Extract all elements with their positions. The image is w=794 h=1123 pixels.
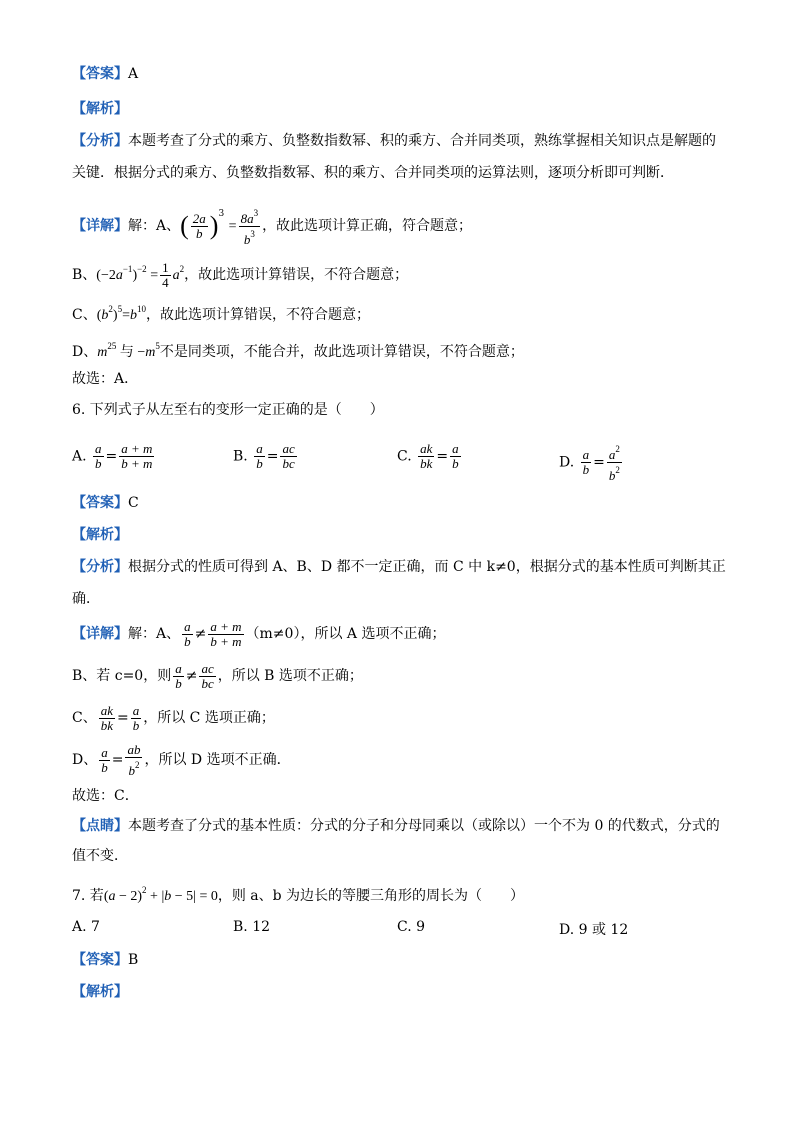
q6-conclusion — [72, 786, 139, 806]
option-text: D. 9 或 12 — [559, 922, 629, 938]
q7-option-d — [559, 919, 628, 939]
detail-text: 不是同类项，不能合并，故此选项计算错误，不符合题意； — [159, 344, 524, 360]
fenxi-tag: 【分析】 — [72, 559, 128, 575]
question-stem: 6. 下列式子从左至右的变形一定正确的是（ ） — [72, 402, 384, 418]
formula-7: $(a - 2)^2 + |b - 5| = 0$ — [103, 885, 218, 904]
answer-value: B — [128, 952, 139, 968]
q7-stem — [72, 880, 524, 907]
q5-detail-c — [72, 299, 370, 326]
dianjing-text: 值不变． — [72, 848, 128, 864]
q6-option-d: D. $\frac{a}{b}$ = $\frac{a^2}{b^2}$ — [559, 444, 620, 483]
option-text: C. 9 — [397, 919, 426, 935]
q5-fenxi-line2 — [72, 163, 674, 183]
detail-prefix: C、 — [72, 307, 97, 323]
stem-suffix: ，则 a、b 为边长的等腰三角形的周长为（ ） — [217, 888, 525, 904]
detail-text: （m≠0），所以 A 选项不正确； — [245, 626, 446, 642]
detail-prefix: C、 — [72, 710, 97, 726]
q7-answer-line — [72, 950, 138, 970]
q6-fenxi-line1 — [72, 557, 726, 577]
formula-6c: $\frac{ak}{bk}$ = $\frac{a}{b}$ — [100, 702, 140, 733]
q6-fenxi-line2 — [72, 589, 100, 609]
formula-6a: $\frac{a}{b}$ ≠ $\frac{a + m}{b + m}$ — [184, 618, 242, 649]
q5-analysis-tag-line — [72, 99, 128, 119]
answer-tag: 【答案】 — [72, 952, 128, 968]
fenxi-tag: 【分析】 — [72, 133, 128, 149]
answer-value: C — [128, 495, 139, 511]
q5-conclusion — [72, 369, 138, 389]
detail-tag: 【详解】 — [72, 626, 128, 642]
stem-prefix: 7. 若 — [72, 888, 104, 904]
formula-5d: $m^{25}$ 与 $-m^5$ — [97, 341, 160, 360]
q5-detail-d — [72, 336, 524, 363]
detail-text: ，故此选项计算正确，符合题意； — [262, 218, 473, 234]
detail-text: ，故此选项计算错误，不符合题意； — [145, 307, 370, 323]
detail-text: ，所以 B 选项不正确； — [217, 668, 363, 684]
q7-option-a — [72, 919, 100, 935]
answer-value: A — [128, 66, 139, 82]
detail-text: ，故此选项计算错误，不符合题意； — [184, 267, 409, 283]
analysis-tag: 【解析】 — [72, 527, 128, 543]
formula-5a: ( $\frac{2a}{b}$ )$^3$ = $\frac{8a^3}{b^3}$ — [180, 207, 259, 247]
fenxi-text: 本题考查了分式的乘方、负整数指数幂、积的乘方、合并同类项，熟练掌握相关知识点是解题的 — [128, 133, 716, 149]
fenxi-text: 关键．根据分式的乘方、负整数指数幂、积的乘方、合并同类项的运算法则，逐项分析即可判断． — [72, 165, 674, 181]
detail-prefix: 解：A、 — [128, 218, 181, 234]
q6-option-a: A. $\frac{a}{b}$ = $\frac{a + m}{b + m}$ — [72, 441, 153, 471]
detail-text: ，所以 D 选项不正确． — [144, 752, 291, 768]
q5-answer-line — [72, 64, 138, 84]
q5-detail-a — [72, 196, 472, 247]
option-label: D. — [559, 454, 575, 471]
dianjing-tag: 【点睛】 — [72, 818, 128, 834]
option-text: A. 7 — [72, 919, 100, 935]
q6-answer-line — [72, 493, 139, 513]
q6-option-b: B. $\frac{a}{b}$ = $\frac{ac}{bc}$ — [233, 441, 295, 471]
q6-option-c: C. $\frac{ak}{bk}$ = $\frac{a}{b}$ — [397, 441, 459, 471]
q6-detail-c — [72, 700, 275, 736]
fenxi-text: 根据分式的性质可得到 A、B、D 都不一定正确，而 C 中 k≠0，根据分式的基本性质可判断其正 — [128, 559, 726, 575]
detail-tag: 【详解】 — [72, 218, 128, 234]
conclusion-text: 故选：C． — [72, 788, 139, 804]
formula-6b: $\frac{a}{b}$ ≠ $\frac{ac}{bc}$ — [175, 660, 214, 691]
answer-tag: 【答案】 — [72, 495, 128, 511]
dianjing-text: 本题考查了分式的基本性质：分式的分子和分母同乘以（或除以）一个不为 0 的代数式，分式的 — [128, 818, 720, 834]
analysis-tag: 【解析】 — [72, 984, 128, 1000]
option-label: B. — [233, 448, 248, 465]
option-label: C. — [397, 448, 412, 465]
q6-dianjing-line1 — [72, 816, 720, 836]
q6-detail-d — [72, 742, 291, 778]
fenxi-text: 确． — [72, 591, 100, 607]
q7-analysis-tag-line — [72, 982, 128, 1002]
q5-fenxi-line1 — [72, 131, 716, 151]
q6-detail-b — [72, 658, 363, 694]
detail-prefix: 解：A、 — [128, 626, 181, 642]
option-text: B. 12 — [233, 919, 271, 935]
formula-6d: $\frac{a}{b}$ = $\frac{ab}{b^2}$ — [101, 741, 141, 778]
detail-prefix: B、 — [72, 267, 97, 283]
q7-option-b — [233, 919, 270, 935]
detail-prefix: D、 — [72, 344, 98, 360]
formula-5b: $(-2a^{-1})^{-2}$ = $\frac{1}{4}$ $a^2$ — [96, 260, 185, 291]
detail-prefix: D、 — [72, 752, 98, 768]
option-label: A. — [72, 448, 87, 465]
detail-prefix: B、若 c=0，则 — [72, 668, 172, 684]
analysis-tag: 【解析】 — [72, 101, 128, 117]
q7-option-c — [397, 919, 425, 935]
q5-detail-b — [72, 255, 408, 290]
answer-tag: 【答案】 — [72, 66, 128, 82]
conclusion-text: 故选：A． — [72, 371, 139, 387]
q6-detail-a — [72, 616, 445, 652]
q6-analysis-tag-line — [72, 525, 128, 545]
q6-stem — [72, 400, 384, 420]
detail-text: ，所以 C 选项正确； — [143, 710, 275, 726]
q6-dianjing-line2 — [72, 846, 128, 866]
formula-5c: $(b^2)^5=b^{10}$ — [96, 304, 146, 323]
